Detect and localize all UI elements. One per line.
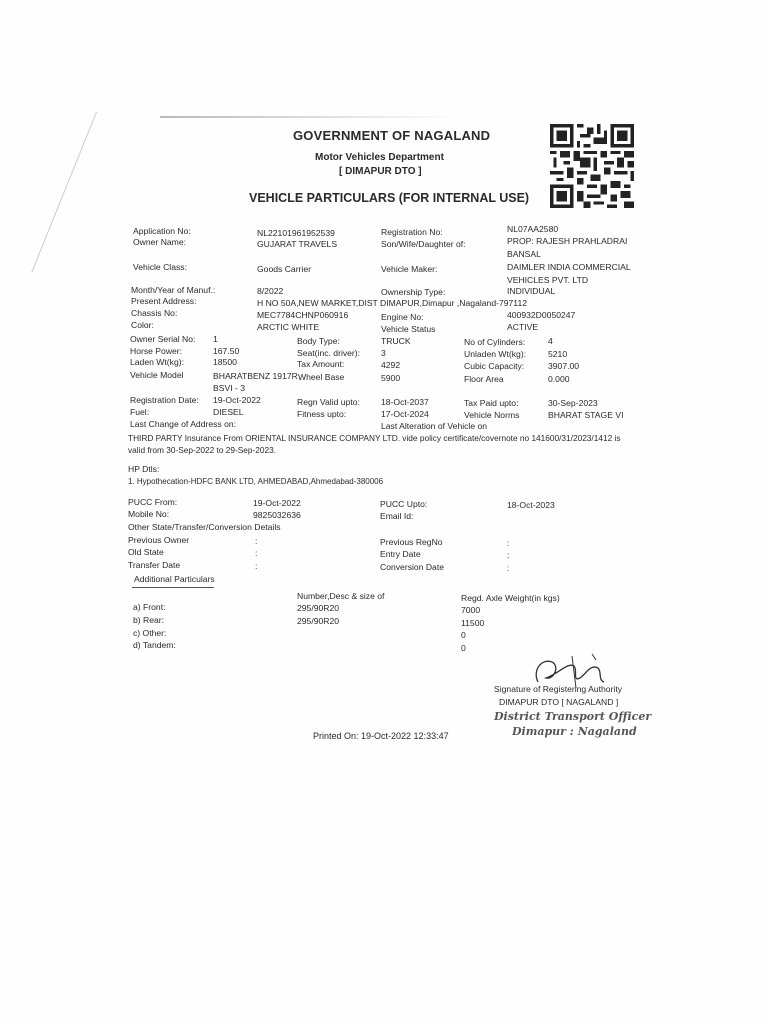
pucc-upto-label: PUCC Upto: [380, 499, 428, 509]
application-no-label: Application No: [133, 226, 191, 236]
entry-date-colon: : [507, 550, 510, 560]
rear-weight: 11500 [461, 618, 485, 628]
registration-no-value: NL07AA2580 [507, 224, 559, 234]
wheel-base-value: 5900 [381, 373, 401, 383]
engine-no-label: Engine No: [381, 312, 424, 322]
application-no-value: NL22101961952539 [257, 228, 335, 238]
present-address-label: Present Address: [131, 296, 197, 306]
son-wife-value-line1: PROP: RAJESH PRAHLADRAI [507, 236, 628, 246]
additional-title: Additional Particulars [134, 574, 215, 584]
stamp-line-1: District Transport Officer [494, 710, 652, 723]
old-state-colon: : [255, 548, 258, 558]
body-type-value: TRUCK [381, 336, 411, 346]
transfer-date-colon: : [255, 561, 258, 571]
prev-owner-label: Previous Owner [128, 535, 190, 545]
vehicle-status-value: ACTIVE [507, 322, 539, 332]
wheel-base-label: Wheel Base [298, 372, 345, 382]
pucc-from-label: PUCC From: [128, 497, 178, 507]
laden-value: 18500 [213, 357, 237, 367]
front-label: a) Front: [133, 602, 166, 612]
additional-title-underline [132, 587, 214, 588]
son-wife-value-line2: BANSAL [507, 249, 541, 259]
front-weight: 7000 [461, 605, 481, 615]
vehicle-maker-value-line2: VEHICLES PVT. LTD [507, 275, 589, 285]
chassis-no-label: Chassis No: [131, 308, 178, 318]
doc-title: VEHICLE PARTICULARS (FOR INTERNAL USE) [249, 191, 530, 205]
tax-amount-value: 4292 [381, 360, 401, 370]
no-cyl-label: No of Cylinders: [464, 337, 526, 347]
other-state-label: Other State/Transfer/Conversion Details [128, 522, 281, 532]
owner-name-label: Owner Name: [133, 237, 187, 247]
signature-office: DIMAPUR DTO [ NAGALAND ] [499, 697, 619, 707]
tax-paid-value: 30-Sep-2023 [548, 398, 598, 408]
hp-line: 1. Hypothecation-HDFC BANK LTD, AHMEDABAD,Ahmedabad-380006 [128, 477, 384, 486]
pucc-from-value: 19-Oct-2022 [253, 498, 301, 508]
present-address-value: H NO 50A,NEW MARKET,DIST DIMAPUR,Dimapur ,Nagaland-797112 [257, 298, 527, 308]
prev-regno-colon: : [507, 538, 510, 548]
fuel-value: DIESEL [213, 407, 244, 417]
mobile-value: 9825032636 [253, 510, 301, 520]
regn-valid-label: Regn Valid upto: [297, 397, 360, 407]
entry-date-label: Entry Date [380, 549, 421, 559]
hp-label: HP Dtls: [128, 464, 160, 474]
norms-value: BHARAT STAGE VI [548, 410, 624, 420]
color-value: ARCTIC WHITE [257, 322, 320, 332]
paper-edge-shadow [160, 116, 460, 118]
insurance-line-1: THIRD PARTY Insurance From ORIENTAL INSURANCE COMPANY LTD. vide policy certificate/covernote no 141600/31/2023/1412 is [128, 433, 621, 443]
other-weight: 0 [461, 630, 466, 640]
vehicle-model-value-line1: BHARATBENZ 1917R [213, 371, 298, 381]
owner-serial-value: 1 [213, 334, 218, 344]
reg-date-label: Registration Date: [130, 395, 199, 405]
regn-valid-value: 18-Oct-2037 [381, 397, 429, 407]
month-year-label: Month/Year of Manuf.: [131, 285, 216, 295]
old-state-label: Old State [128, 547, 164, 557]
unladen-value: 5210 [548, 349, 568, 359]
reg-date-value: 19-Oct-2022 [213, 395, 261, 405]
other-label: c) Other: [133, 628, 167, 638]
norms-label: Vehicle Norms [464, 410, 520, 420]
son-wife-label: Son/Wife/Daughter of: [381, 239, 466, 249]
last-change-address-label: Last Change of Address on: [130, 419, 237, 429]
tax-paid-label: Tax Paid upto: [464, 398, 519, 408]
owner-name-value: GUJARAT TRAVELS [257, 239, 338, 249]
color-label: Color: [131, 320, 154, 330]
last-alteration-label: Last Alteration of Vehicle on [381, 421, 488, 431]
vehicle-class-value: Goods Carrier [257, 264, 311, 274]
owner-serial-label: Owner Serial No: [130, 334, 196, 344]
unladen-label: Unladen Wt(kg): [464, 349, 527, 359]
stamp-line-2: Dimapur : Nagaland [512, 725, 637, 738]
vehicle-status-label: Vehicle Status [381, 324, 436, 334]
vehicle-maker-value-line1: DAIMLER INDIA COMMERCIAL [507, 262, 631, 272]
month-year-value: 8/2022 [257, 286, 284, 296]
dept-title: Motor Vehicles Department [315, 152, 444, 163]
insurance-line-2: valid from 30-Sep-2022 to 29-Sep-2023. [128, 445, 277, 455]
body-type-label: Body Type: [297, 336, 340, 346]
tyre-size-header: Number,Desc & size of [297, 591, 385, 601]
tandem-weight: 0 [461, 643, 466, 653]
vehicle-maker-label: Vehicle Maker: [381, 264, 438, 274]
vehicle-class-label: Vehicle Class: [133, 262, 187, 272]
qr-code-icon [550, 122, 634, 210]
floor-area-label: Floor Area [464, 374, 504, 384]
no-cyl-value: 4 [548, 336, 553, 346]
fitness-label: Fitness upto: [297, 409, 347, 419]
horse-power-value: 167.50 [213, 346, 240, 356]
transfer-date-label: Transfer Date [128, 560, 181, 570]
rear-label: b) Rear: [133, 615, 165, 625]
pucc-upto-value: 18-Oct-2023 [507, 500, 555, 510]
horse-power-label: Horse Power: [130, 346, 183, 356]
laden-label: Laden Wt(kg): [130, 357, 184, 367]
ownership-type-value: INDIVIDUAL [507, 286, 556, 296]
vehicle-model-label: Vehicle Model [130, 370, 184, 380]
dto-title: [ DIMAPUR DTO ] [339, 166, 422, 177]
seat-label: Seat(inc. driver): [297, 348, 361, 358]
printed-on: Printed On: 19-Oct-2022 12:33:47 [313, 731, 449, 741]
rear-size: 295/90R20 [297, 616, 340, 626]
front-size: 295/90R20 [297, 603, 340, 613]
fuel-label: Fuel: [130, 407, 150, 417]
tandem-label: d) Tandem: [133, 640, 176, 650]
ownership-type-label: Ownership Type: [381, 287, 446, 297]
seat-value: 3 [381, 348, 386, 358]
cubic-label: Cubic Capacity: [464, 361, 525, 371]
prev-owner-colon: : [255, 536, 258, 546]
chassis-no-value: MEC7784CHNP060916 [257, 310, 349, 320]
tax-amount-label: Tax Amount: [297, 359, 345, 369]
fitness-value: 17-Oct-2024 [381, 409, 429, 419]
registration-no-label: Registration No: [381, 227, 443, 237]
mobile-label: Mobile No: [128, 509, 170, 519]
vehicle-model-value-line2: BSVI - 3 [213, 383, 245, 393]
paper-fold-line [31, 112, 161, 272]
email-label: Email Id: [380, 511, 414, 521]
signature-label: Signature of Registering Authority [494, 684, 623, 694]
conversion-date-label: Conversion Date [380, 562, 445, 572]
axle-weight-header: Regd. Axle Weight(in kgs) [461, 593, 560, 603]
engine-no-value: 400932D0050247 [507, 310, 576, 320]
conversion-date-colon: : [507, 563, 510, 573]
floor-area-value: 0.000 [548, 374, 570, 384]
prev-regno-label: Previous RegNo [380, 537, 443, 547]
cubic-value: 3907.00 [548, 361, 580, 371]
govt-title: GOVERNMENT OF NAGALAND [293, 128, 491, 143]
